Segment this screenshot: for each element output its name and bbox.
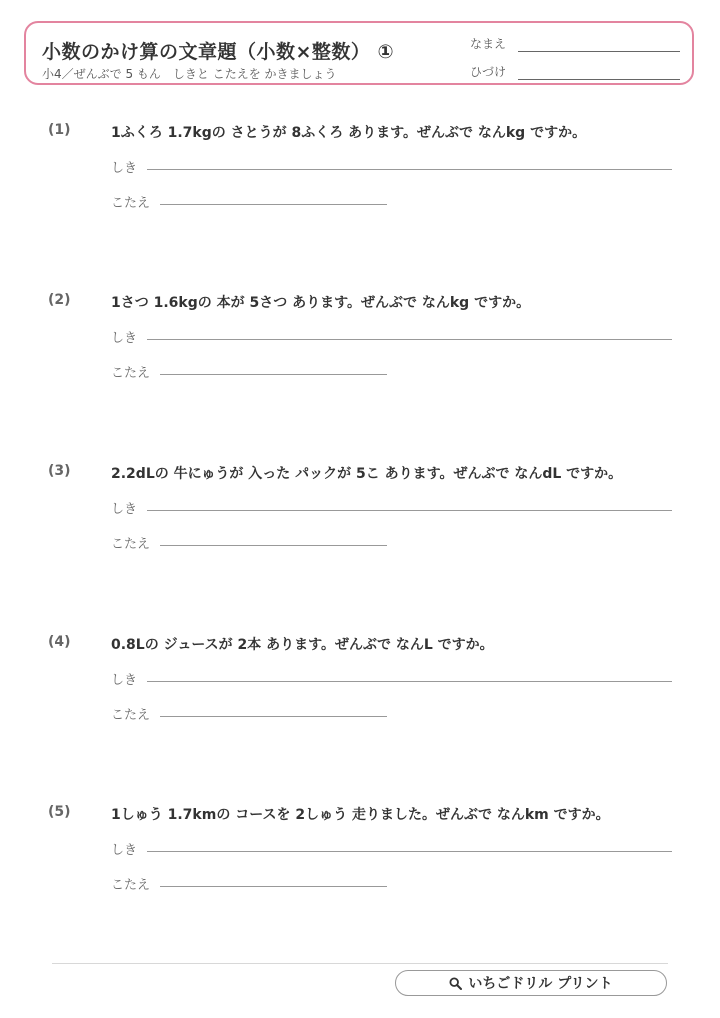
date-field[interactable] xyxy=(518,79,680,80)
question-text: 0.8Lの ジュースが 2本 あります。ぜんぶで なんL ですか。 xyxy=(111,637,494,653)
question-3 xyxy=(0,463,720,613)
question-number: (2) xyxy=(48,292,71,308)
answer-line[interactable] xyxy=(160,545,387,546)
brand-search-box[interactable] xyxy=(395,970,667,996)
search-icon xyxy=(449,977,462,990)
formula-line[interactable] xyxy=(147,510,672,511)
question-number: (4) xyxy=(48,634,71,650)
answer-line[interactable] xyxy=(160,204,387,205)
question-text: 1ふくろ 1.7kgの さとうが 8ふくろ あります。ぜんぶで なんkg ですか。 xyxy=(111,125,587,141)
formula-label: しき xyxy=(111,502,138,517)
answer-line[interactable] xyxy=(160,374,387,375)
answer-line[interactable] xyxy=(160,716,387,717)
answer-label: こたえ xyxy=(111,196,151,211)
question-number: (1) xyxy=(48,122,71,138)
worksheet-header xyxy=(24,21,694,85)
name-label: なまえ xyxy=(470,37,507,51)
answer-label: こたえ xyxy=(111,878,151,893)
answer-line[interactable] xyxy=(160,886,387,887)
question-number: (5) xyxy=(48,804,71,820)
name-field[interactable] xyxy=(518,51,680,52)
worksheet-subtitle: 小4／ぜんぶで 5 もん しきと こたえを かきましょう xyxy=(42,67,337,81)
formula-label: しき xyxy=(111,161,138,176)
question-text: 1しゅう 1.7kmの コースを 2しゅう 走りました。ぜんぶで なんkm ですか。 xyxy=(111,807,610,823)
question-2 xyxy=(0,292,720,442)
question-4 xyxy=(0,634,720,784)
formula-line[interactable] xyxy=(147,339,672,340)
formula-label: しき xyxy=(111,843,138,858)
question-text: 2.2dLの 牛にゅうが 入った パックが 5こ あります。ぜんぶで なんdL ですか。 xyxy=(111,466,623,482)
date-label: ひづけ xyxy=(470,65,507,79)
formula-line[interactable] xyxy=(147,681,672,682)
question-1 xyxy=(0,122,720,272)
question-number: (3) xyxy=(48,463,71,479)
formula-line[interactable] xyxy=(147,169,672,170)
formula-label: しき xyxy=(111,331,138,346)
answer-label: こたえ xyxy=(111,537,151,552)
worksheet-title: 小数のかけ算の文章題（小数×整数） ① xyxy=(42,41,395,63)
footer-divider xyxy=(52,963,668,964)
answer-label: こたえ xyxy=(111,366,151,381)
answer-label: こたえ xyxy=(111,708,151,723)
formula-line[interactable] xyxy=(147,851,672,852)
formula-label: しき xyxy=(111,673,138,688)
question-5 xyxy=(0,804,720,954)
question-text: 1さつ 1.6kgの 本が 5さつ あります。ぜんぶで なんkg ですか。 xyxy=(111,295,531,311)
brand-name: いちごドリル プリント xyxy=(468,976,613,992)
